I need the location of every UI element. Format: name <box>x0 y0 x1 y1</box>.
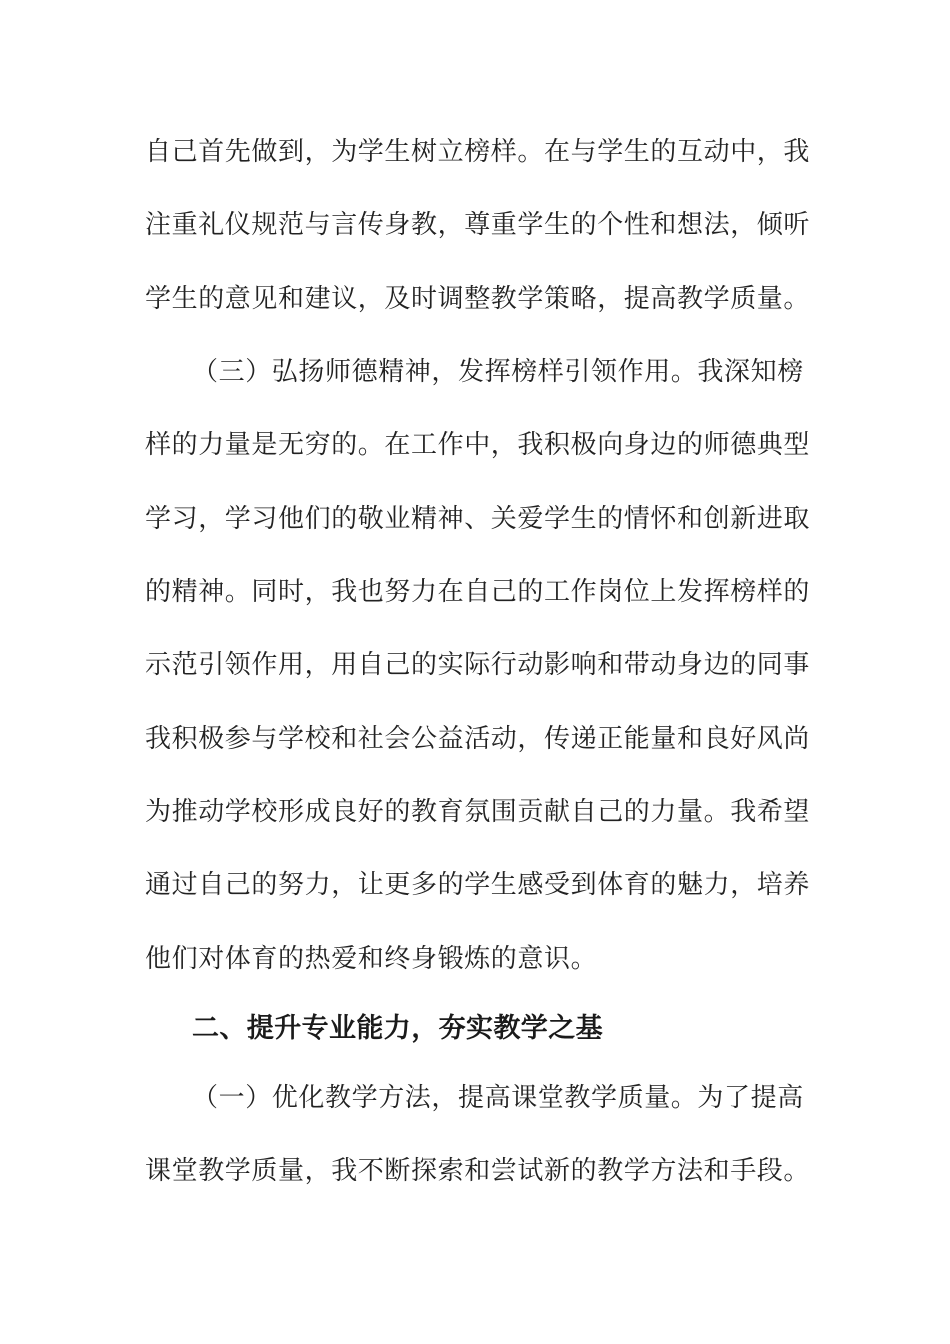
paragraph-section-one <box>145 1061 810 1208</box>
text-line: 示范引领作用，用自己的实际行动影响和带动身边的同事 <box>145 650 811 680</box>
text-line: 课堂教学质量，我不断探索和尝试新的教学方法和手段。 <box>145 1156 811 1186</box>
paragraph-section-three <box>145 335 810 995</box>
text-line: 我积极参与学校和社会公益活动，传递正能量和良好风尚 <box>145 723 811 753</box>
text-line: 为推动学校形成良好的教育氛围贡献自己的力量。我希望 <box>145 796 811 826</box>
text-line: 他们对体育的热爱和终身锻炼的意识。 <box>145 943 598 973</box>
text-line: 样的力量是无穷的。在工作中，我积极向身边的师德典型 <box>145 430 811 460</box>
document-body <box>145 115 810 1208</box>
section-heading: 二、提升专业能力，夯实教学之基 <box>192 1012 603 1043</box>
text-line: 的精神。同时，我也努力在自己的工作岗位上发挥榜样的 <box>145 576 811 606</box>
text-line: 学生的意见和建议，及时调整教学策略，提高教学质量。 <box>145 283 811 313</box>
text-line: （三）弘扬师德精神，发挥榜样引领作用。我深知榜 <box>192 356 804 386</box>
text-line: 自己首先做到，为学生树立榜样。在与学生的互动中，我 <box>145 137 811 166</box>
paragraph-continuation <box>145 115 810 335</box>
text-line: （一）优化教学方法，提高课堂教学质量。为了提高 <box>192 1082 804 1112</box>
text-line: 学习，学习他们的敬业精神、关爱学生的情怀和创新进取 <box>145 503 811 533</box>
text-line: 通过自己的努力，让更多的学生感受到体育的魅力，培养 <box>145 870 811 900</box>
text-line: 注重礼仪规范与言传身教，尊重学生的个性和想法，倾听 <box>145 210 811 240</box>
